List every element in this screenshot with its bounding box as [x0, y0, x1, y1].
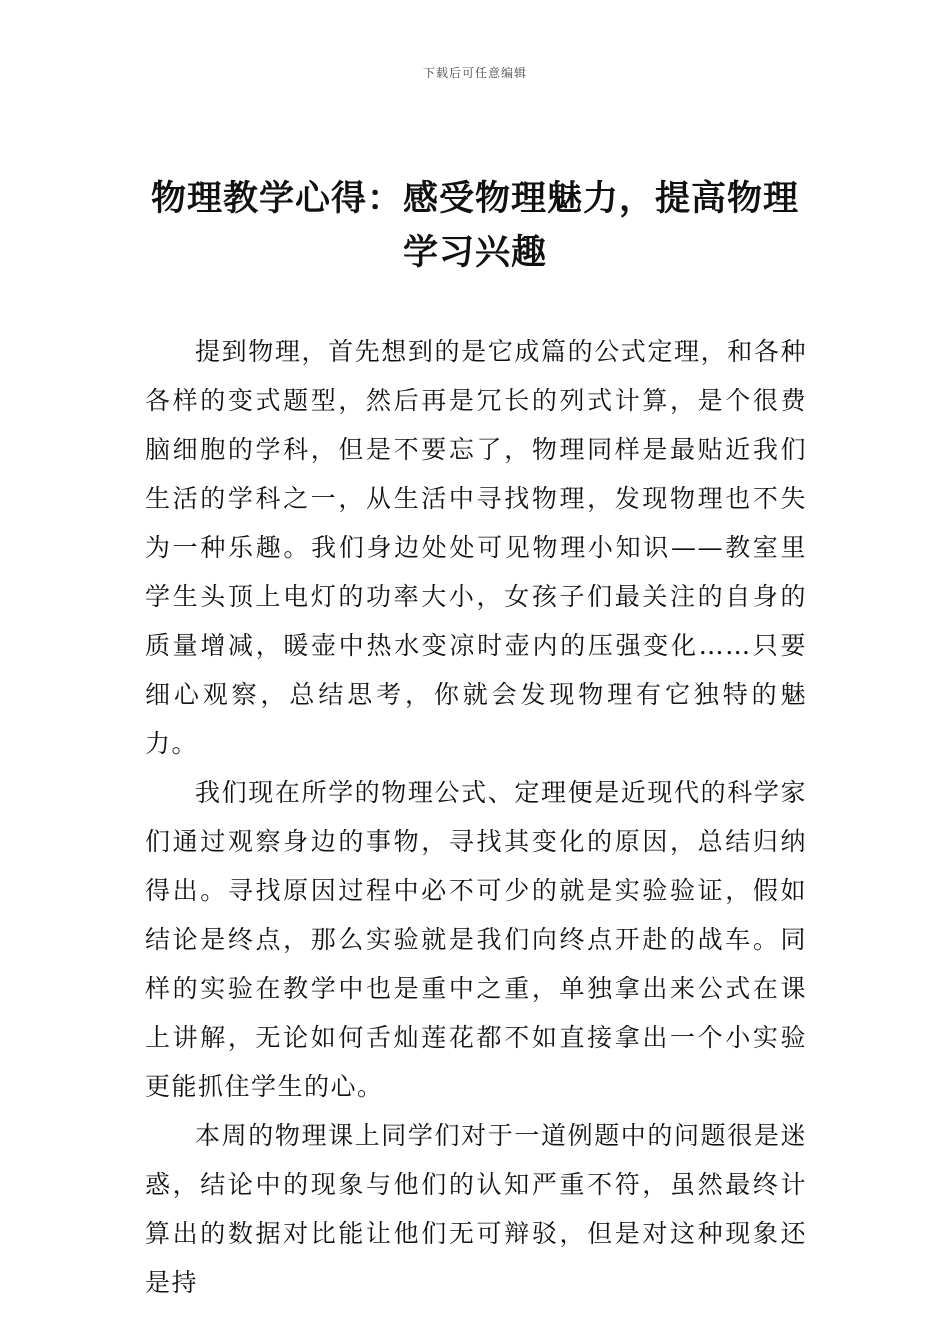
paragraph-3: 本周的物理课上同学们对于一道例题中的问题很是迷惑，结论中的现象与他们的认知严重不符，虽然最终计算出的数据对比能让他们无可辩驳，但是对这种现象还是持	[145, 1121, 807, 1297]
document-body	[145, 327, 807, 1307]
paragraph-1: 提到物理，首先想到的是它成篇的公式定理，和各种各样的变式题型，然后再是冗长的列式计算，是个很费脑细胞的学科，但是不要忘了，物理同样是最贴近我们生活的学科之一，从生活中寻找物理，发现物理也不失为一种乐趣。我们身边处处可见物理小知识——教室里学生头顶上电灯的功率大小，女孩子们最关注的自身的质量增减，暖壶中热水变凉时壶内的压强变化……只要细心观察，总结思考，你就会发现物理有它独特的魅力。	[145, 337, 807, 758]
paragraph-2: 我们现在所学的物理公式、定理便是近现代的科学家们通过观察身边的事物，寻找其变化的原因，总结归纳得出。寻找原因过程中必不可少的就是实验验证，假如结论是终点，那么实验就是我们向终点开赴的战车。同样的实验在教学中也是重中之重，单独拿出来公式在课上讲解，无论如何舌灿莲花都不如直接拿出一个小实验更能抓住学生的心。	[145, 778, 807, 1101]
document-title: 物理教学心得：感受物理魅力，提高物理学习兴趣	[150, 179, 799, 273]
header-note: 下载后可任意编辑	[422, 66, 527, 80]
